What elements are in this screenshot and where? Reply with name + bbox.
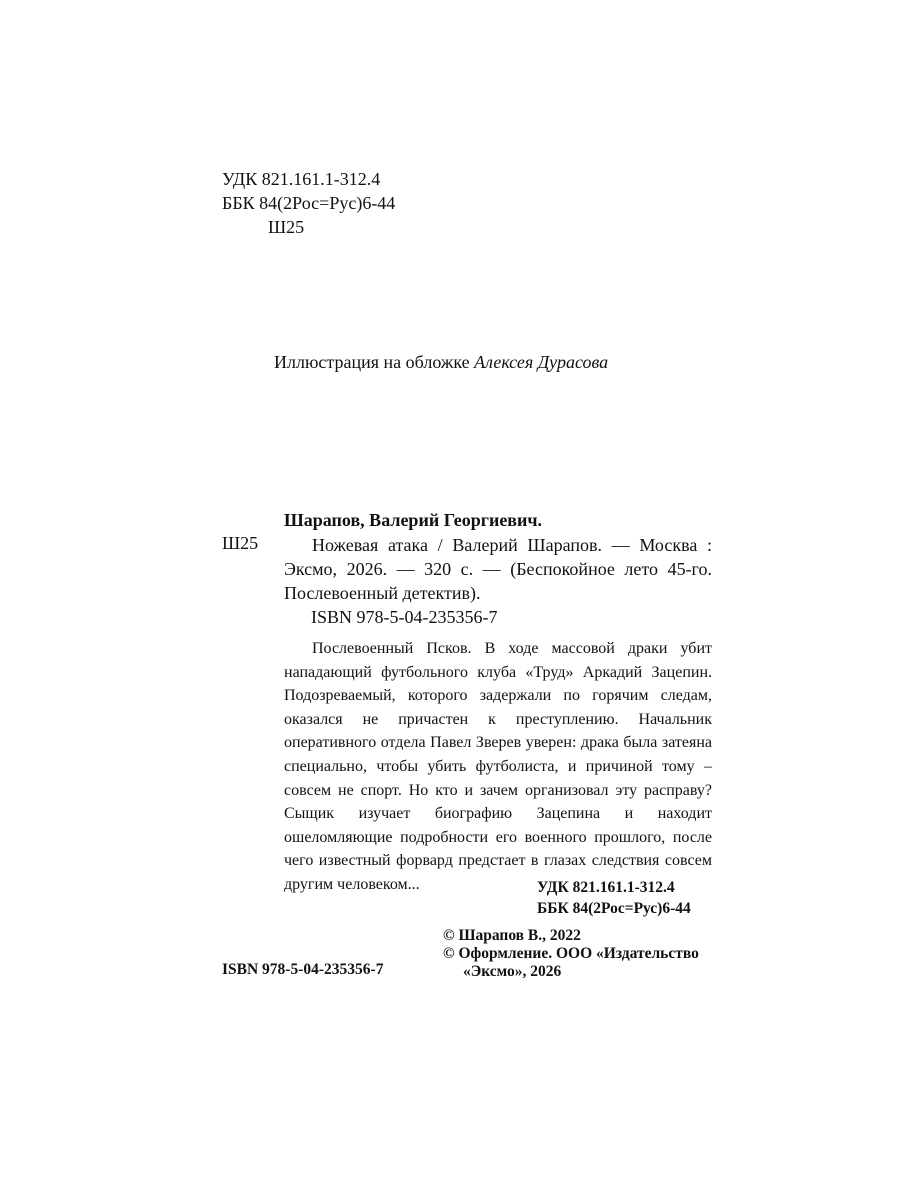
- illustration-artist: Алексея Дурасова: [474, 352, 609, 372]
- author-sign-left: Ш25: [222, 533, 259, 553]
- description-text: Ножевая атака / Валерий Шарапов. — Москва : Эксмо, 2026. — 320 с. — (Беспокойное лето 45-го. Послевоенный детектив).: [284, 535, 712, 603]
- illustration-credit: [274, 352, 608, 373]
- copyright-author: © Шарапов В., 2022: [443, 927, 581, 944]
- bbk-code: ББК 84(2Рос=Рус)6-44: [222, 193, 396, 213]
- classification-codes-top: [222, 167, 395, 239]
- udk-code-bottom: УДК 821.161.1-312.4: [537, 879, 675, 896]
- copyright-design: © Оформление. ООО «Издательство: [443, 945, 699, 962]
- illustration-prefix: Иллюстрация на обложке: [274, 352, 470, 372]
- author-sign: Ш25: [268, 217, 305, 237]
- annotation-text: Послевоенный Псков. В ходе массовой драки убит нападающий футбольного клуба «Труд» Аркадий Зацепин. Подозреваемый, которого задержали по горячим следам, оказался не причастен к преступлению. Начальник оперативного отдела Павел Зверев уверен: драка была затеяна специально, чтобы убить футболиста, и причиной тому – совсем не спорт. Но кто и зачем организовал эту расправу? Сыщик изучает биографию Зацепина и находит ошеломляющие подробности его военного прошлого, после чего известный форвард предстает в глазах следствия совсем другим человеком...: [284, 640, 712, 893]
- annotation: [284, 637, 712, 897]
- copyright-publisher: «Эксмо», 2026: [463, 963, 562, 980]
- classification-codes-bottom: [537, 877, 691, 919]
- isbn-main: ISBN 978-5-04-235356-7: [311, 607, 498, 627]
- bbk-code-bottom: ББК 84(2Рос=Рус)6-44: [537, 900, 691, 917]
- author-heading: Шарапов, Валерий Георгиевич.: [284, 510, 543, 530]
- isbn-bottom: ISBN 978-5-04-235356-7: [222, 961, 384, 978]
- udk-code: УДК 821.161.1-312.4: [222, 169, 381, 189]
- copyright-block: [443, 927, 699, 981]
- bibliographic-description: [284, 533, 712, 605]
